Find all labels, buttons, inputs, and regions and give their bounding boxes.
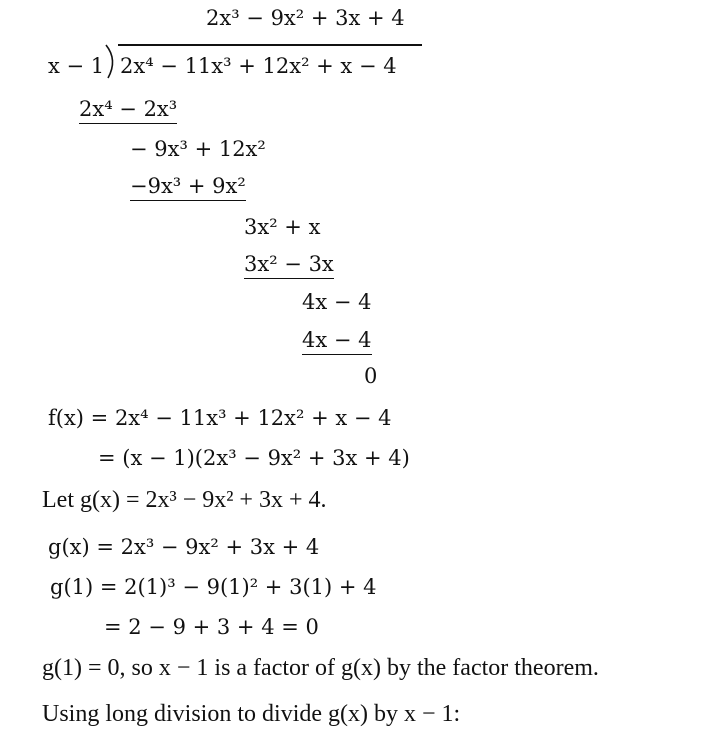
final-remainder: 0 <box>364 364 378 388</box>
step-subtract-1: 2x⁴ − 2x³ <box>79 99 177 124</box>
g1-evaluation: = 2 − 9 + 3 + 4 = 0 <box>104 615 319 639</box>
f-factored: = (x − 1)(2x³ − 9x² + 3x + 4) <box>98 446 410 470</box>
step-subtract-2: −9x³ + 9x² <box>130 176 246 201</box>
long-division-intro: Using long division to divide g(x) by x − 1: <box>42 701 461 727</box>
step-remainder-1: − 9x³ + 12x² <box>130 137 266 161</box>
let-g-statement: Let g(x) = 2x³ − 9x² + 3x + 4. <box>42 487 327 513</box>
division-bracket <box>104 44 120 80</box>
quotient: 2x³ − 9x² + 3x + 4 <box>206 6 405 30</box>
factor-theorem-statement: g(1) = 0, so x − 1 is a factor of g(x) by the factor theorem. <box>42 655 599 681</box>
step-remainder-3: 4x − 4 <box>302 290 372 314</box>
step-remainder-2: 3x² + x <box>244 215 321 239</box>
division-bar <box>118 44 422 46</box>
step-subtract-3: 3x² − 3x <box>244 254 334 279</box>
g-definition: g(x) = 2x³ − 9x² + 3x + 4 <box>48 535 320 559</box>
step-subtract-4: 4x − 4 <box>302 330 372 355</box>
divisor: x − 1 <box>48 54 105 78</box>
dividend: 2x⁴ − 11x³ + 12x² + x − 4 <box>120 54 397 78</box>
f-definition: f(x) = 2x⁴ − 11x³ + 12x² + x − 4 <box>48 406 392 430</box>
g1-substitution: g(1) = 2(1)³ − 9(1)² + 3(1) + 4 <box>50 575 377 599</box>
